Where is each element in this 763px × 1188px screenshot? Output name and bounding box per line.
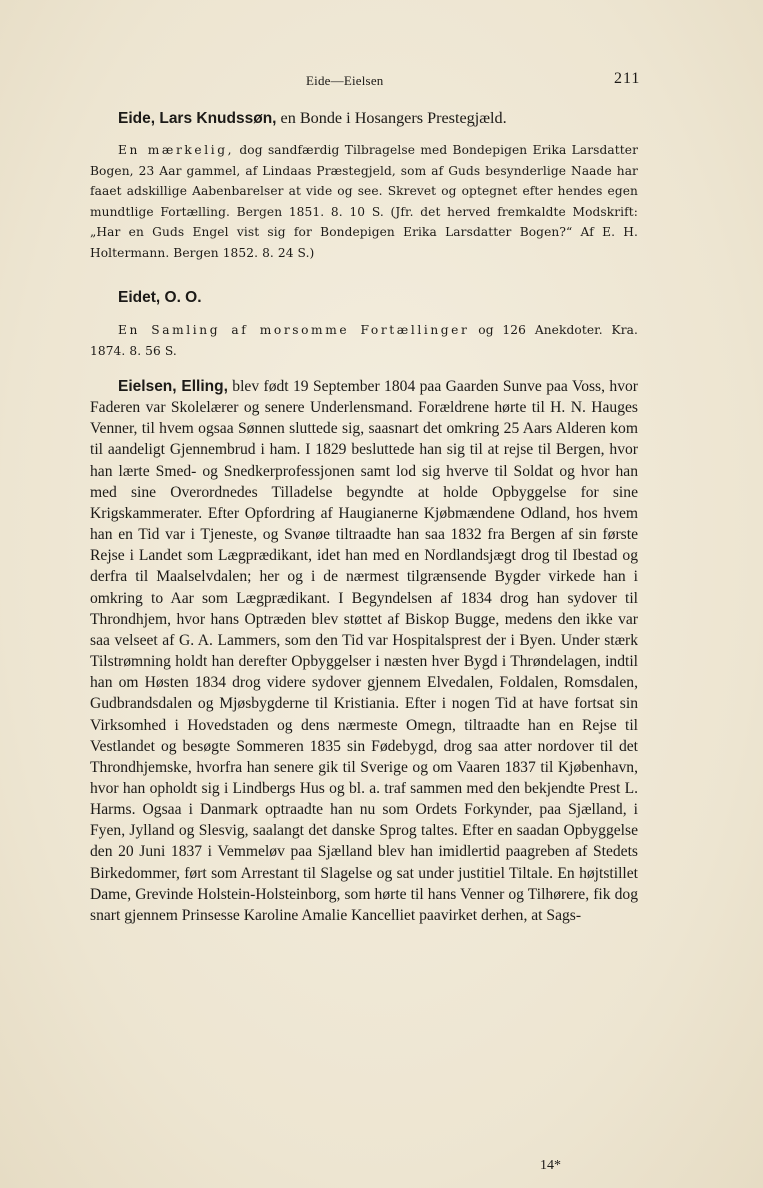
entry-heading [90, 107, 638, 130]
entry-bibliography [90, 140, 638, 264]
running-head-title: Eide—Eielsen [306, 73, 384, 88]
entry-biography [90, 376, 638, 926]
work-title: En Samling af morsomme Fortællinger [118, 323, 470, 337]
running-head [0, 70, 763, 92]
entry-bibliography [90, 320, 638, 361]
printer-signature: 14* [540, 1158, 561, 1173]
entry-name: Eidet, O. O. [118, 289, 202, 306]
page-number: 211 [614, 70, 641, 87]
biography-text: blev født 19 September 1804 paa Gaarden Sunve paa Voss, hvor Faderen var Skolelærer og senere Underlensmand. Forældrene hørte til H. N. Hauges Venner, til hvem ogsaa Sønnen sluttede sig, saasnart det omkring 25 Aars Alderen kom til aandeligt Gjennembrud i ham. I 1829 besluttede han sig til at rejse til Bergen, hvor han lærte Smed- og Snedkerprofessjonen samt lod sig hverve til Soldat og hvor han med sine Overordnedes Tilladelse begyndte at holde Opbyggelse for sine Krigskammerater. Efter Opfordring af Haugianerne Kjøbmændene Odland, hos hvem han en Tid var i Tjeneste, og Svanøe tiltraadte han saa 1832 fra Bergen af sin første Rejse i Landet som Lægprædikant, idet han med en Nordlandsjægt drog til Ibestad og derfra til Maalselvdalen; her og i de nærmest tilgrænsende Bygder virkede han i omkring to Aar som Lægprædikant. I Begyndelsen af 1834 drog han sydover til Throndhjem, hvor hans Optræden blev støttet af Biskop Bugge, medens den ikke var saa velseet af G. A. Lammers, som den Tid var Hospitalsprest der i Byen. Under stærk Tilstrømning holdt han derefter Opbyggelser i næsten hver Bygd i Thrøndelagen, indtil han om Høsten 1834 drog videre sydover gjennem Elvedalen, Foldalen, Romsdalen, Gudbrandsdalen og Mjøsbygderne til Kristiania. Efter i nogen Tid at have fortsat sin Virksomhed i Hovedstaden og dens nærmeste Omegn, tiltraadte han en Rejse til Vestlandet og besøgte Sommeren 1835 sin Fødebygd, drog saa atter nordover til det Throndhjemske, hvorfra han senere gik til Sverige og om Vaaren 1837 til Kjøbenhavn, hvor han opholdt sig i Lindbergs Hus og bl. a. traf sammen med den bekjendte Prest L. Harms. Ogsaa i Danmark optraadte han nu som Ordets Forkynder, paa Sjælland, i Fyen, Jylland og Slesvig, saalangt det danske Sprog taltes. Efter en saadan Opbyggelse den 20 Juni 1837 i Vemmeløv paa Sjælland blev han imidlertid paagreben af Stedets Birkedommer, ført som Arrestant til Slagelse og sat under justitiel Tiltale. En højtstillet Dame, Grevinde Holstein-Holsteinborg, som hørte til hans Venner og Tilhørere, fik dog snart gjennem Prinsesse Karoline Amalie Kancelliet paavirket derhen, at Sags- [90, 378, 638, 924]
entry-description: en Bonde i Hosangers Prestegjæld. [276, 109, 507, 127]
entry-eielsen [90, 376, 638, 926]
entry-name: Eielsen, Elling, [118, 378, 228, 395]
entry-name: Eide, Lars Knudssøn, [118, 110, 277, 127]
work-details: dog sandfærdig Tilbragelse med Bondepigen Erika Larsdatter Bogen, 23 Aar gammel, af Lindaas Præstegjeld, som af Guds besynderlige Naade har faaet adskillige Aabenbarelser at vide og see. Skrevet og optegnet efter hendes egen mundtlige Fortælling. Bergen 1851. 8. 10 S. (Jfr. det herved fremkaldte Modskrift: „Har en Guds Engel vist sig for Bondepigen Erika Larsdatter Bogen?“ Af E. H. Holtermann. Bergen 1852. 8. 24 S.) [90, 143, 638, 260]
entry-eide [90, 107, 638, 264]
work-details: og 126 Anekdoter. Kra. 1874. 8. 56 S. [90, 323, 638, 358]
entry-heading [90, 286, 638, 309]
entry-eidet [90, 286, 638, 361]
work-title: En mærkelig, [118, 143, 235, 157]
